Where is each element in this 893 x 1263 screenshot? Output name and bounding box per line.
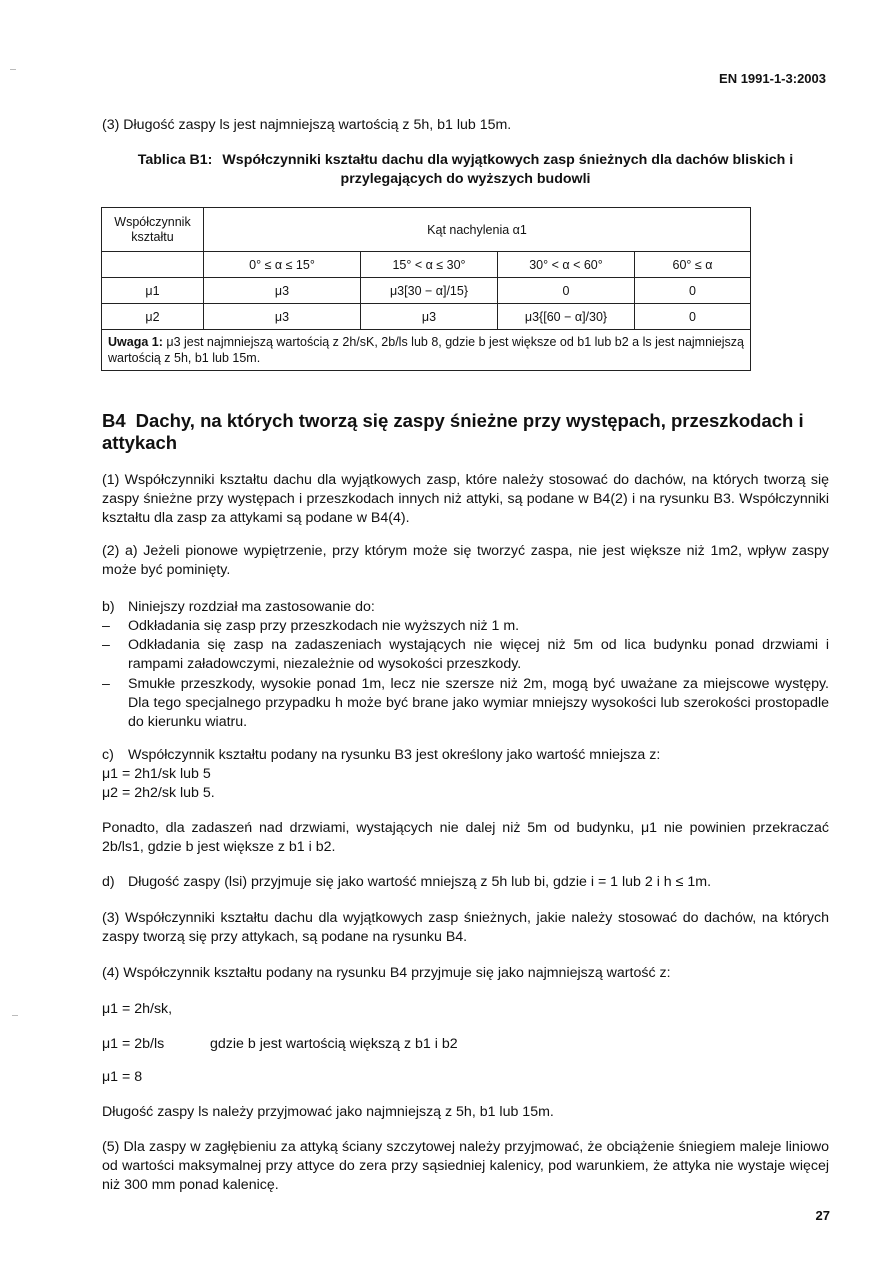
list-marker: d) bbox=[102, 874, 115, 890]
value-cell: μ3{[60 − α]/30} bbox=[498, 304, 635, 330]
coefficient-header: Współczynnik kształtu bbox=[102, 208, 204, 252]
list-text: Współczynnik kształtu podany na rysunku B3 jest określony jako wartość mniejsza z: bbox=[128, 747, 661, 763]
paragraph-5: (5) Dla zaspy w zagłębieniu za attyką ściany szczytowej należy przyjmować, że obciążenie śniegiem maleje liniowo od wartości maksymalnej przy attyce do zera przy sąsiedniej kalenicy, pod warunkiem, że attyka nie wystaje więcej niż 300 mm ponad kalenicę. bbox=[102, 1139, 829, 1193]
list-text: Niniejszy rozdział ma zastosowanie do: bbox=[128, 599, 375, 615]
value-cell: μ3[30 − α]/15} bbox=[361, 278, 498, 304]
formula-2h-sk: μ1 = 2h/sk, bbox=[102, 1001, 173, 1017]
list-text: Długość zaspy (lsi) przyjmuje się jako wartość mniejszą z 5h lub bi, gdzie i = 1 lub 2 i h ≤ 1m. bbox=[128, 874, 712, 890]
list-item-d bbox=[102, 873, 829, 892]
formula-mu2: μ2 = 2h2/sk lub 5. bbox=[102, 785, 215, 801]
paragraph-2a: (2) a) Jeżeli pionowe wypiętrzenie, przy którym może się tworzyć zaspa, nie jest większe niż 1m2, wpływ zaspy może być pominięty. bbox=[102, 543, 829, 578]
list-item bbox=[102, 675, 829, 732]
range-cell: 30° < α < 60° bbox=[498, 252, 635, 278]
value-cell: μ3 bbox=[204, 278, 361, 304]
value-cell: μ3 bbox=[204, 304, 361, 330]
range-cell: 15° < α ≤ 30° bbox=[361, 252, 498, 278]
dash-marker: – bbox=[102, 618, 110, 634]
paragraph-4: (4) Współczynnik kształtu podany na rysunku B4 przyjmuje się jako najmniejszą wartość z: bbox=[102, 965, 671, 981]
empty-cell bbox=[102, 252, 204, 278]
formula-mu1: μ1 = 2h1/sk lub 5 bbox=[102, 766, 211, 782]
list-item-b bbox=[102, 598, 829, 617]
angle-header: Kąt nachylenia α1 bbox=[204, 208, 751, 252]
page-number: 27 bbox=[815, 1208, 830, 1223]
list-text: Smukłe przeszkody, wysokie ponad 1m, lecz nie szersze niż 2m, mogą być uważane za miejscowe występy. Dla tego specjalnego przypadku h może być brane jako wymiar mniejszy wysokości lub szerokości prostopadle do kierunku wiatru. bbox=[128, 676, 829, 730]
section-title: Dachy, na których tworzą się zaspy śnieżne przy występach, przeszkodach i attykach bbox=[102, 410, 804, 453]
list-item-c bbox=[102, 746, 829, 765]
formula-8: μ1 = 8 bbox=[102, 1069, 143, 1085]
section-number: B4 bbox=[102, 410, 126, 431]
table-caption-label: Tablica B1: bbox=[137, 152, 213, 168]
table-caption bbox=[102, 151, 829, 189]
table-note bbox=[102, 330, 751, 371]
formula-explanation: gdzie b jest wartością większą z b1 i b2 bbox=[210, 1036, 458, 1052]
value-cell: μ3 bbox=[361, 304, 498, 330]
dash-marker: – bbox=[102, 676, 110, 692]
value-cell: 0 bbox=[635, 278, 751, 304]
list-marker: b) bbox=[102, 599, 115, 615]
range-cell: 0° ≤ α ≤ 15° bbox=[204, 252, 361, 278]
list-text: Odkładania się zasp na zadaszeniach wystających nie więcej niż 5m od lica budynku ponad drzwiami i rampami załadowczymi, niezależnie od wysokości przeszkody. bbox=[128, 637, 829, 672]
paragraph-ponadto: Ponadto, dla zadaszeń nad drzwiami, wystających nie dalej niż 5m od budynku, μ1 nie powinien przekraczać 2b/ls1, gdzie b jest większe z b1 i b2. bbox=[102, 820, 829, 855]
section-heading bbox=[102, 410, 822, 454]
table-caption-title: Współczynniki kształtu dachu dla wyjątkowych zasp śnieżnych dla dachów bliskich i przylegających do wyższych budowli bbox=[222, 152, 794, 187]
document-id: EN 1991-1-3:2003 bbox=[719, 71, 826, 86]
drift-length-paragraph: Długość zaspy ls należy przyjmować jako najmniejszą z 5h, b1 lub 15m. bbox=[102, 1104, 554, 1120]
dash-marker: – bbox=[102, 637, 110, 653]
range-cell: 60° ≤ α bbox=[635, 252, 751, 278]
scan-mark bbox=[12, 1015, 18, 1016]
scan-mark bbox=[10, 69, 16, 70]
formula-2b-ls bbox=[102, 1035, 802, 1054]
list-item bbox=[102, 617, 829, 636]
table-note-label: Uwaga 1: bbox=[108, 335, 163, 349]
shape-coefficient-table bbox=[101, 207, 751, 371]
paragraph-3: (3) Współczynniki kształtu dachu dla wyjątkowych zasp śnieżnych, jakie należy stosować do dachów, na których zaspy tworzą się przy attykach, są podane na rysunku B4. bbox=[102, 910, 829, 945]
paragraph-1: (1) Współczynniki kształtu dachu dla wyjątkowych zasp, które należy stosować do dachów, na których tworzą się zaspy śnieżne przy występach i przeszkodach innych niż attyki, są podane w B4(2) i na rysunku B3. Współczynniki kształtu dla zasp za attykami są podane w B4(4). bbox=[102, 472, 829, 526]
formula-text: μ1 = 2b/ls bbox=[102, 1036, 165, 1052]
table-note-text: μ3 jest najmniejszą wartością z 2h/sK, 2b/ls lub 8, gdzie b jest większe od b1 lub b2 a ls jest najmniejszą wartością z 5h, b1 lub 15m. bbox=[108, 335, 745, 365]
list-text: Odkładania się zasp przy przeszkodach nie wyższych niż 1 m. bbox=[128, 618, 520, 634]
list-marker: c) bbox=[102, 747, 114, 763]
coef-cell: μ1 bbox=[102, 278, 204, 304]
value-cell: 0 bbox=[498, 278, 635, 304]
intro-paragraph-3: (3) Długość zaspy ls jest najmniejszą wartością z 5h, b1 lub 15m. bbox=[102, 117, 512, 133]
coef-cell: μ2 bbox=[102, 304, 204, 330]
value-cell: 0 bbox=[635, 304, 751, 330]
list-item bbox=[102, 636, 829, 674]
